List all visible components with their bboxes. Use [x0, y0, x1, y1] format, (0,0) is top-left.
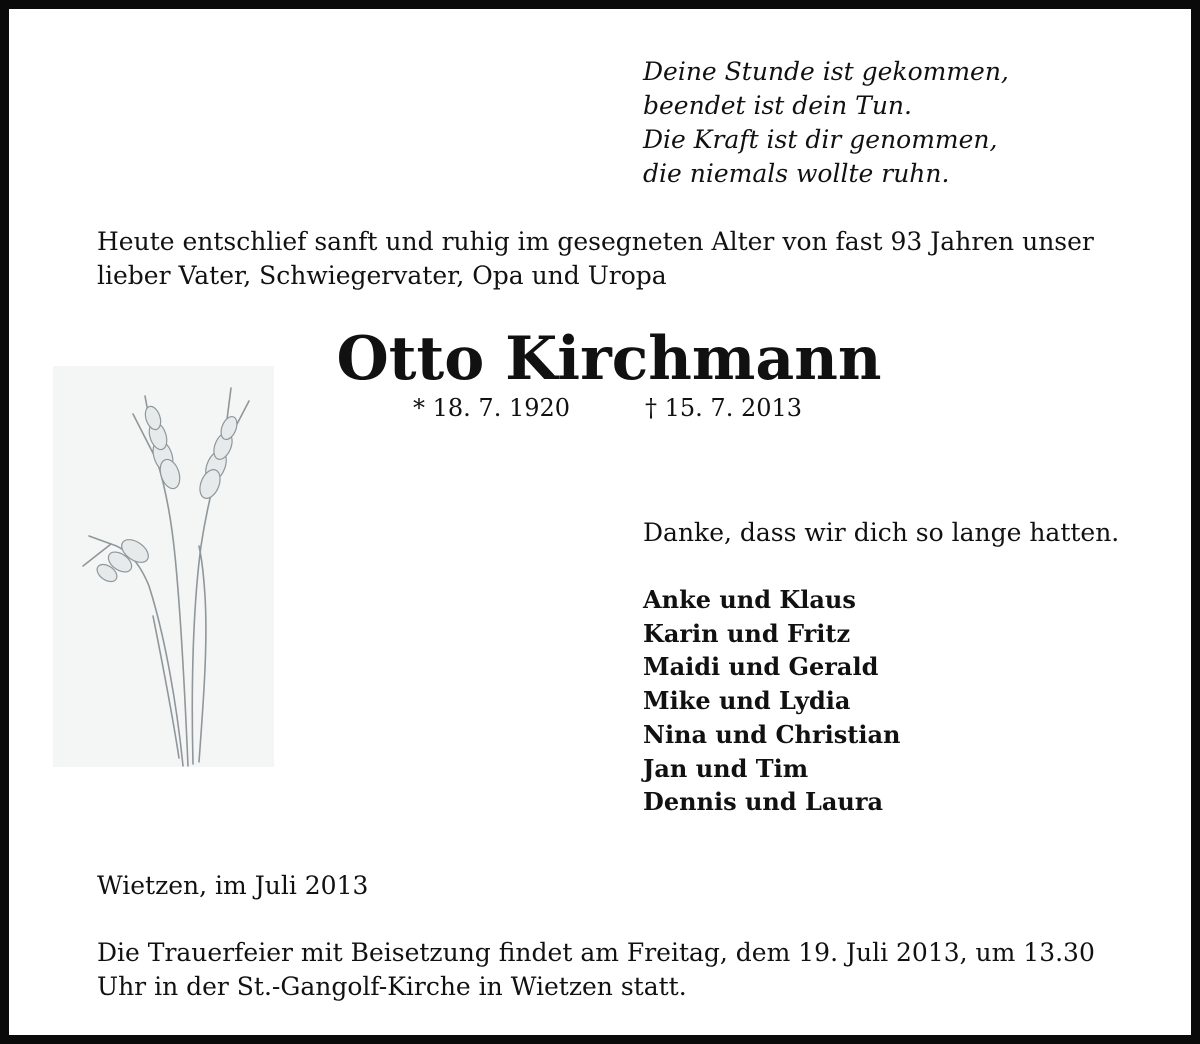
intro-text	[97, 225, 1137, 293]
place-date: Wietzen, im Juli 2013	[97, 871, 369, 900]
poem-line: beendet ist dein Tun.	[643, 91, 912, 120]
memorial-poem	[643, 55, 1009, 191]
deceased-name: Otto Kirchmann	[336, 324, 882, 394]
wheat-illustration	[53, 366, 274, 767]
birth-date: * 18. 7. 1920	[413, 394, 571, 422]
service-line: Die Trauerfeier mit Beisetzung findet am Freitag, dem 19. Juli 2013, um 13.30	[97, 938, 1095, 967]
family-member: Karin und Fritz	[643, 618, 851, 648]
family-signatures	[643, 583, 900, 819]
thanks-line: Danke, dass wir dich so lange hatten.	[643, 518, 1120, 547]
family-member: Anke und Klaus	[643, 585, 856, 614]
service-line: Uhr in der St.-Gangolf-Kirche in Wietzen statt.	[97, 972, 687, 1001]
family-member: Jan und Tim	[643, 753, 809, 783]
family-member: Maidi und Gerald	[643, 652, 879, 682]
intro-line: lieber Vater, Schwiegervater, Opa und Uropa	[97, 261, 667, 290]
death-date: † 15. 7. 2013	[645, 394, 803, 422]
poem-line: die niemals wollte ruhn.	[643, 159, 950, 188]
poem-line: Die Kraft ist dir genommen,	[643, 125, 998, 154]
poem-line: Deine Stunde ist gekommen,	[643, 57, 1009, 86]
intro-line: Heute entschlief sanft und ruhig im gesegneten Alter von fast 93 Jahren unser	[97, 227, 1094, 256]
wheat-ears-icon	[53, 366, 274, 767]
family-member: Nina und Christian	[643, 719, 901, 749]
family-member: Dennis und Laura	[643, 787, 884, 817]
funeral-service-info	[97, 936, 1137, 1004]
family-member: Mike und Lydia	[643, 686, 851, 716]
